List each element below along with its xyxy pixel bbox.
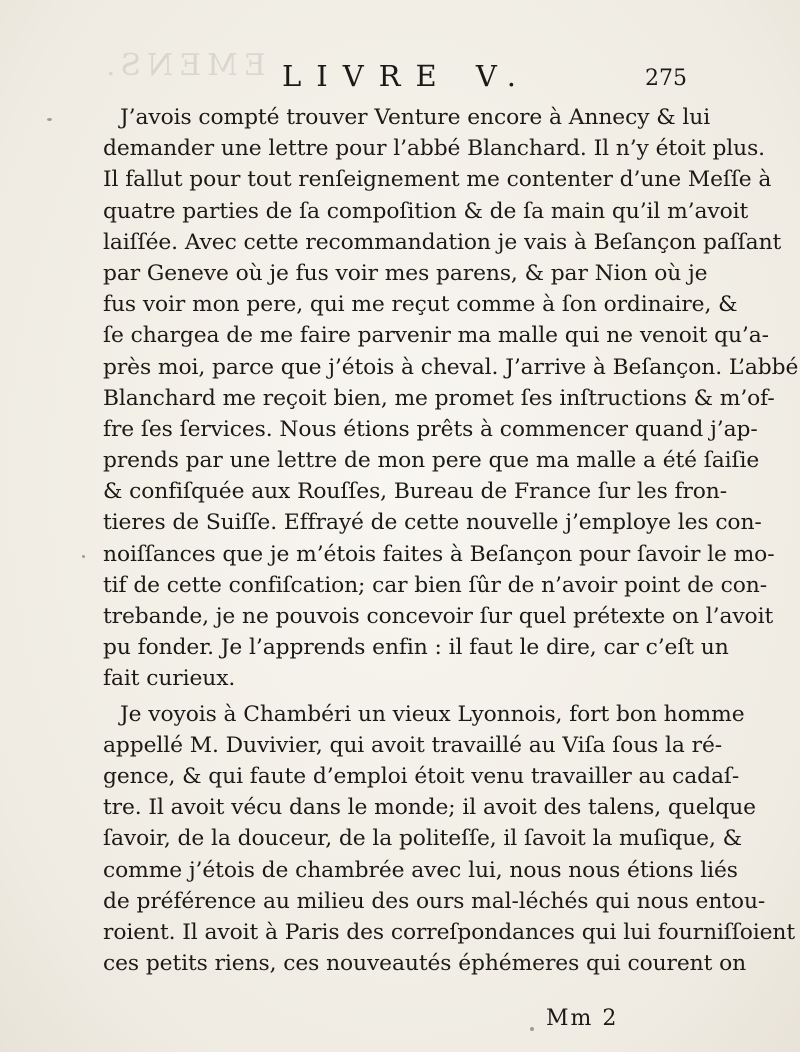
body-text xyxy=(103,102,799,979)
text-line: de préférence au milieu des ours mal-léchés qui nous entou- xyxy=(103,888,766,914)
text-line: roient. Il avoit à Paris des correſpondances qui lui fourniſſoient xyxy=(103,919,795,945)
paper-speck xyxy=(530,1027,534,1031)
text-line: Il fallut pour tout renſeignement me contenter d’une Meſſe à xyxy=(103,167,772,193)
text-line: trebande, je ne pouvois concevoir ſur quel prétexte on l’avoit xyxy=(103,604,774,629)
text-line: & confiſquée aux Rouſſes, Bureau de France ſur les fron- xyxy=(103,479,728,505)
text-line: près moi, parce que j’étois à cheval. J’arrive à Beſançon. L’abbé xyxy=(103,354,799,380)
text-line: tre. Il avoit vécu dans le monde; il avoit des talens, quelque xyxy=(103,795,756,821)
text-line: noiſſances que je m’étois faites à Beſançon pour ſavoir le mo- xyxy=(103,541,775,567)
text-line: fait curieux. xyxy=(103,666,236,692)
paper-speck xyxy=(47,118,52,121)
running-title: LIVRE V. xyxy=(282,59,531,93)
text-line: tieres de Suiſſe. Effrayé de cette nouvelle j’employe les con- xyxy=(103,510,762,536)
text-line: par Geneve où je fus voir mes parens, & par Nion où je xyxy=(103,260,708,286)
text-line: comme j’étois de chambrée avec lui, nous nous étions liés xyxy=(103,857,738,883)
text-line: ſavoir, de la douceur, de la politeſſe, il ſavoit la muſique, & xyxy=(103,826,742,852)
bleed-through-text: EMENS. xyxy=(100,48,266,83)
paper-speck xyxy=(82,555,85,558)
text-line: J’avois compté trouver Venture encore à Annecy & lui xyxy=(120,105,711,130)
text-line: prends par une lettre de mon pere que ma malle a été ſaiſie xyxy=(103,448,760,474)
paragraph xyxy=(103,699,795,980)
text-line: demander une lettre pour l’abbé Blanchard. Il n’y étoit plus. xyxy=(103,136,766,162)
text-line: pu fonder. Je l’apprends enfin : il faut le dire, car c’eſt un xyxy=(103,635,729,661)
signature-mark: Mm 2 xyxy=(546,1006,619,1031)
text-line: fre ſes ſervices. Nous étions prêts à commencer quand j’ap- xyxy=(103,416,758,442)
text-line: laiſſée. Avec cette recommandation je vais à Beſançon paſſant xyxy=(103,229,782,255)
text-line: appellé M. Duvivier, qui avoit travaillé au Viſa ſous la ré- xyxy=(103,732,723,758)
text-line: quatre parties de ſa compoſition & de ſa main qu’il m’avoit xyxy=(103,198,749,224)
page-number: 275 xyxy=(645,66,687,91)
text-line: tif de cette confiſcation; car bien ſûr de n’avoir point de con- xyxy=(103,572,767,598)
text-line: Blanchard me reçoit bien, me promet ſes inſtructions & m’of- xyxy=(103,385,775,411)
text-line: gence, & qui faute d’emploi étoit venu travailler au cadaſ- xyxy=(103,763,740,789)
text-line: ſe chargea de me faire parvenir ma malle qui ne venoit qu’a- xyxy=(103,323,769,349)
text-line: Je voyois à Chambéri un vieux Lyonnois, fort bon homme xyxy=(120,701,745,727)
text-line: fus voir mon pere, qui me reçut comme à ſon ordinaire, & xyxy=(103,292,738,318)
paragraph xyxy=(103,102,799,695)
text-line: ces petits riens, ces nouveautés éphémeres qui courent on xyxy=(103,951,747,977)
running-head xyxy=(0,58,800,98)
